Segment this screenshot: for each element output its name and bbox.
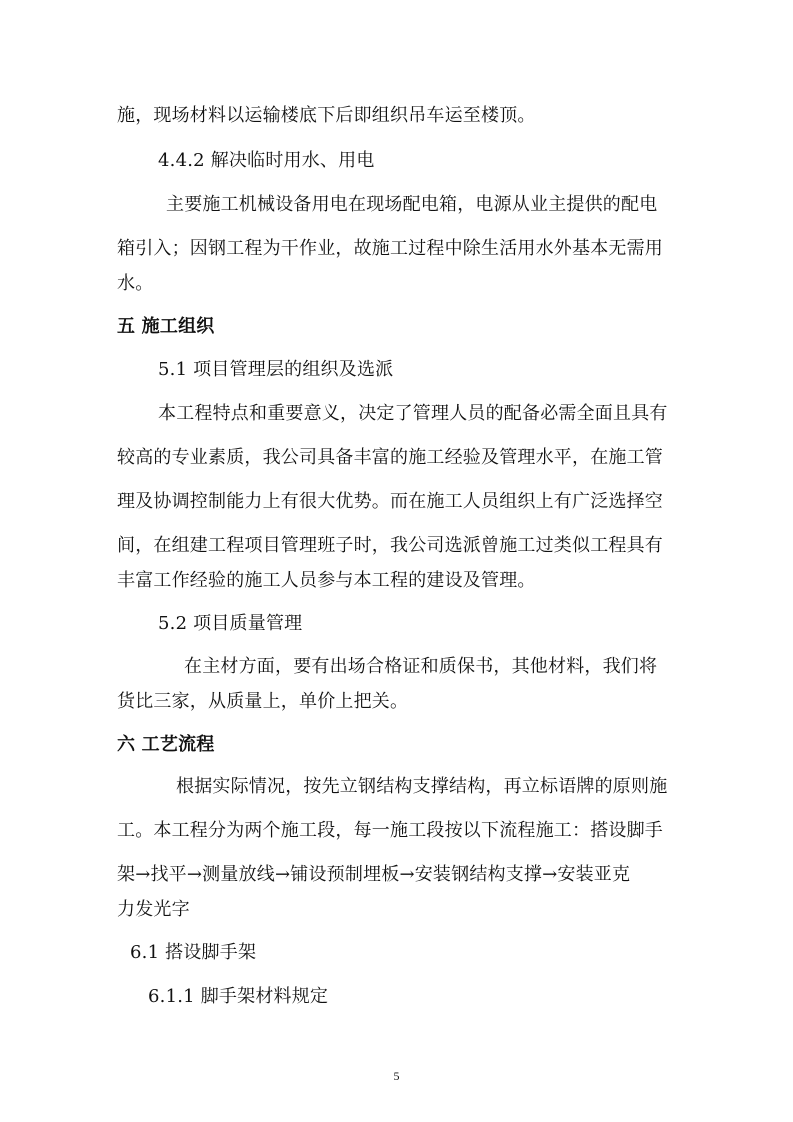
section-heading: 六 工艺流程 <box>117 734 215 755</box>
paragraph-line: 力发光字 <box>117 899 190 920</box>
paragraph-line: 丰富工作经验的施工人员参与本工程的建设及管理。 <box>117 570 536 591</box>
section-heading: 五 施工组织 <box>117 316 215 337</box>
paragraph-line: 本工程特点和重要意义，决定了管理人员的配备必需全面且具有 <box>158 403 668 424</box>
paragraph-line: 水。 <box>117 273 154 294</box>
subsection-heading: 5.2 项目质量管理 <box>158 613 303 634</box>
subsection-heading: 6.1.1 脚手架材料规定 <box>148 986 329 1007</box>
paragraph-line: 工。本工程分为两个施工段，每一施工段按以下流程施工：搭设脚手 <box>117 820 663 841</box>
subsection-heading: 4.4.2 解决临时用水、用电 <box>158 150 375 171</box>
paragraph-line: 货比三家，从质量上，单价上把关。 <box>117 691 409 712</box>
subsection-heading: 6.1 搭设脚手架 <box>130 942 257 963</box>
paragraph-line: 主要施工机械设备用电在现场配电箱，电源从业主提供的配电 <box>166 194 658 215</box>
page-number: 5 <box>393 1069 400 1083</box>
paragraph-line: 较高的专业素质，我公司具备丰富的施工经验及管理水平，在施工管 <box>117 447 663 468</box>
paragraph-line: 根据实际情况，按先立钢结构支撑结构，再立标语牌的原则施 <box>176 776 668 797</box>
paragraph-line: 理及协调控制能力上有很大优势。而在施工人员组织上有广泛选择空 <box>117 491 663 512</box>
subsection-heading: 5.1 项目管理层的组织及选派 <box>158 359 394 380</box>
paragraph-line: 在主材方面，要有出场合格证和质保书，其他材料，我们将 <box>184 656 658 677</box>
paragraph-line: 施，现场材料以运输楼底下后即组织吊车运至楼顶。 <box>117 105 536 126</box>
paragraph-line: 架→找平→测量放线→铺设预制埋板→安装钢结构支撑→安装亚克 <box>117 864 631 885</box>
paragraph-line: 箱引入；因钢工程为干作业，故施工过程中除生活用水外基本无需用 <box>117 238 663 259</box>
paragraph-line: 间，在组建工程项目管理班子时，我公司选派曾施工过类似工程具有 <box>117 535 663 556</box>
